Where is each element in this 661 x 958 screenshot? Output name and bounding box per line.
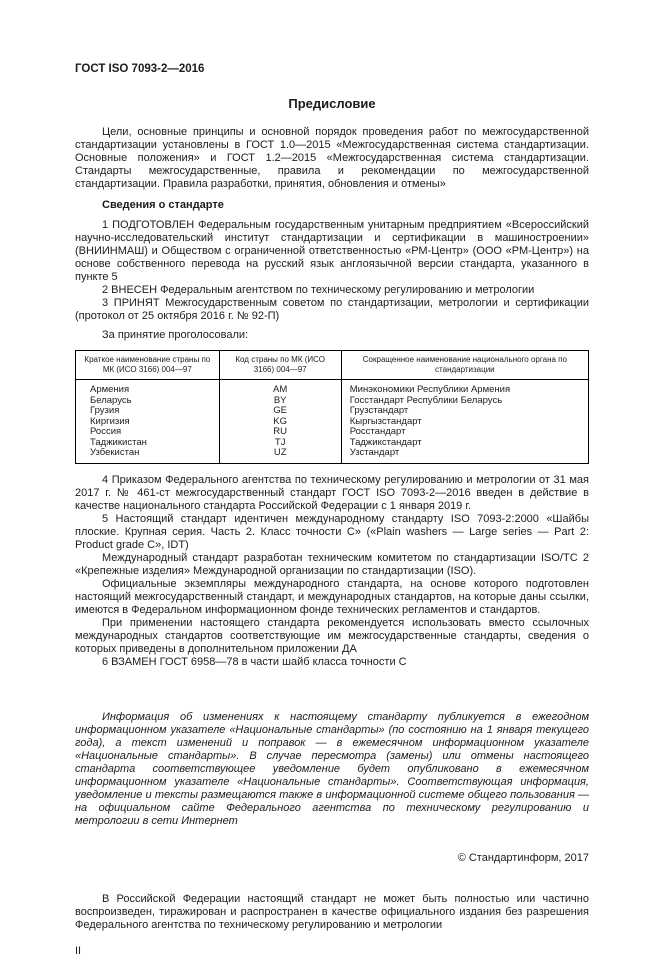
page-title: Предисловие	[288, 96, 376, 111]
table-row	[76, 448, 589, 463]
cell-code: KG	[219, 417, 341, 428]
standard-info-item-5: 5 Настоящий стандарт идентичен международному стандарту ISO 7093-2:2000 «Шайбы плоские. Крупная серия. Часть 2. Класс точности С» («Plain washers — Large series — Part 2: Product grade C», IDT)	[75, 512, 589, 551]
standard-info-item-2: 2 ВНЕСЕН Федеральным агентством по техническому регулированию и метрологии	[102, 284, 535, 296]
cell-country: Армения	[76, 380, 220, 396]
table-row	[76, 427, 589, 438]
standard-info-item-4: 4 Приказом Федерального агентства по техническому регулированию и метрологии от 31 мая 2017 г. № 461-ст межгосударственный стандарт ГОСТ ISO 7093-2—2016 введен в действие в качестве национального стандарта Российской Федерации с 1 января 2019 г.	[75, 473, 589, 512]
standard-info-item-5-note-3: При применении настоящего стандарта рекомендуется использовать вместо ссылочных международных стандартов соответствующие им межгосударственные стандарты, сведения о которых приведены в дополнительном приложении ДА	[75, 616, 589, 655]
cell-country: Россия	[76, 427, 220, 438]
table-row	[76, 380, 589, 396]
cell-code: TJ	[219, 438, 341, 449]
voting-table-header	[76, 351, 589, 380]
cell-code: GE	[219, 406, 341, 417]
standard-info-heading: Сведения о стандарте	[102, 199, 224, 211]
cell-country: Грузия	[76, 406, 220, 417]
page-number: II	[75, 944, 82, 957]
cell-code: RU	[219, 427, 341, 438]
cell-code: BY	[219, 396, 341, 407]
cell-org: Минэкономики Республики Армения	[341, 380, 588, 396]
standard-info-item-6: 6 ВЗАМЕН ГОСТ 6958—78 в части шайб класса точности С	[102, 655, 407, 668]
cell-org: Росстандарт	[341, 427, 588, 438]
cell-country: Беларусь	[76, 396, 220, 407]
standard-info-item-5-note-1: Международный стандарт разработан техническим комитетом по стандартизации ISO/TC 2 «Крепежные изделия» Международной организации по стандартизации (ISO).	[75, 551, 589, 577]
cell-org: Грузстандарт	[341, 406, 588, 417]
standard-info-item-5-note-2: Официальные экземпляры международного стандарта, на основе которого подготовлен настоящий межгосударственный стандарт, и международных стандартов, на которые даны ссылки, имеются в Федеральном информационном фонде технических регламентов и стандартов.	[75, 577, 589, 616]
column-header-org: Сокращенное наименование национального органа по стандартизации	[341, 351, 588, 380]
cell-org: Таджикстандарт	[341, 438, 588, 449]
cell-country: Таджикистан	[76, 438, 220, 449]
table-row	[76, 417, 589, 428]
table-row	[76, 406, 589, 417]
cell-code: AM	[219, 380, 341, 396]
standard-info-item-1: 1 ПОДГОТОВЛЕН Федеральным государственным унитарным предприятием «Всероссийский научно-исследовательский институт стандартизации и сертификации в машиностроении» (ВНИИНМАШ) и Обществом с ограниченной ответственностью «РМ-Центр» (ООО «РМ-Центр») на основе собственного перевода на русский язык англоязычной версии стандарта, указанного в пункте 5	[75, 219, 589, 283]
column-header-code: Код страны по МК (ИСО 3166) 004—97	[219, 351, 341, 380]
cell-country: Узбекистан	[76, 448, 220, 463]
voting-table	[75, 350, 589, 464]
cell-code: UZ	[219, 448, 341, 463]
intro-paragraph: Цели, основные принципы и основной порядок проведения работ по межгосударственной стандартизации установлены в ГОСТ 1.0—2015 «Межгосударственная система стандартизации. Основные положения» и ГОСТ 1.2—2015 «Межгосударственная система стандартизации. Стандарты межгосударственные, правила и рекомендации по межгосударственной стандартизации. Правила разработки, принятия, обновления и отмены»	[75, 126, 589, 190]
vote-intro-line: За принятие проголосовали:	[102, 329, 249, 341]
copyright-line: © Стандартинформ, 2017	[457, 851, 589, 864]
publication-note: Информация об изменениях к настоящему стандарту публикуется в ежегодном информационном указателе «Национальные стандарты» (по состоянию на 1 января текущего года), а текст изменений и поправок — в ежемесячном информационном указателе «Национальные стандарты». В случае пересмотра (замены) или отмены настоящего стандарта соответствующее уведомление будет опубликовано в ежемесячном информационном указателе «Национальные стандарты». Соответствующая информация, уведомление и тексты размещаются также в информационной системе общего пользования — на официальном сайте Федерального агентства по техническому регулированию и метрологии в сети Интернет	[75, 710, 589, 827]
table-row	[76, 438, 589, 449]
document-code: ГОСТ ISO 7093-2—2016	[75, 63, 205, 75]
reproduction-restriction: В Российской Федерации настоящий стандарт не может быть полностью или частично воспроизведен, тиражирован и распространен в качестве официального издания без разрешения Федерального агентства по техническому регулированию и метрологии	[75, 892, 589, 931]
table-row	[76, 396, 589, 407]
column-header-country: Краткое наименование страны по МК (ИСО 3166) 004—97	[76, 351, 220, 380]
cell-country: Киргизия	[76, 417, 220, 428]
cell-org: Кыргызстандарт	[341, 417, 588, 428]
voting-table-body	[76, 380, 589, 464]
standard-info-item-3: 3 ПРИНЯТ Межгосударственным советом по стандартизации, метрологии и сертификации (протокол от 25 октября 2016 г. № 92-П)	[75, 297, 589, 322]
table-header-row	[76, 351, 589, 380]
cell-org: Госстандарт Республики Беларусь	[341, 396, 588, 407]
cell-org: Узстандарт	[341, 448, 588, 463]
